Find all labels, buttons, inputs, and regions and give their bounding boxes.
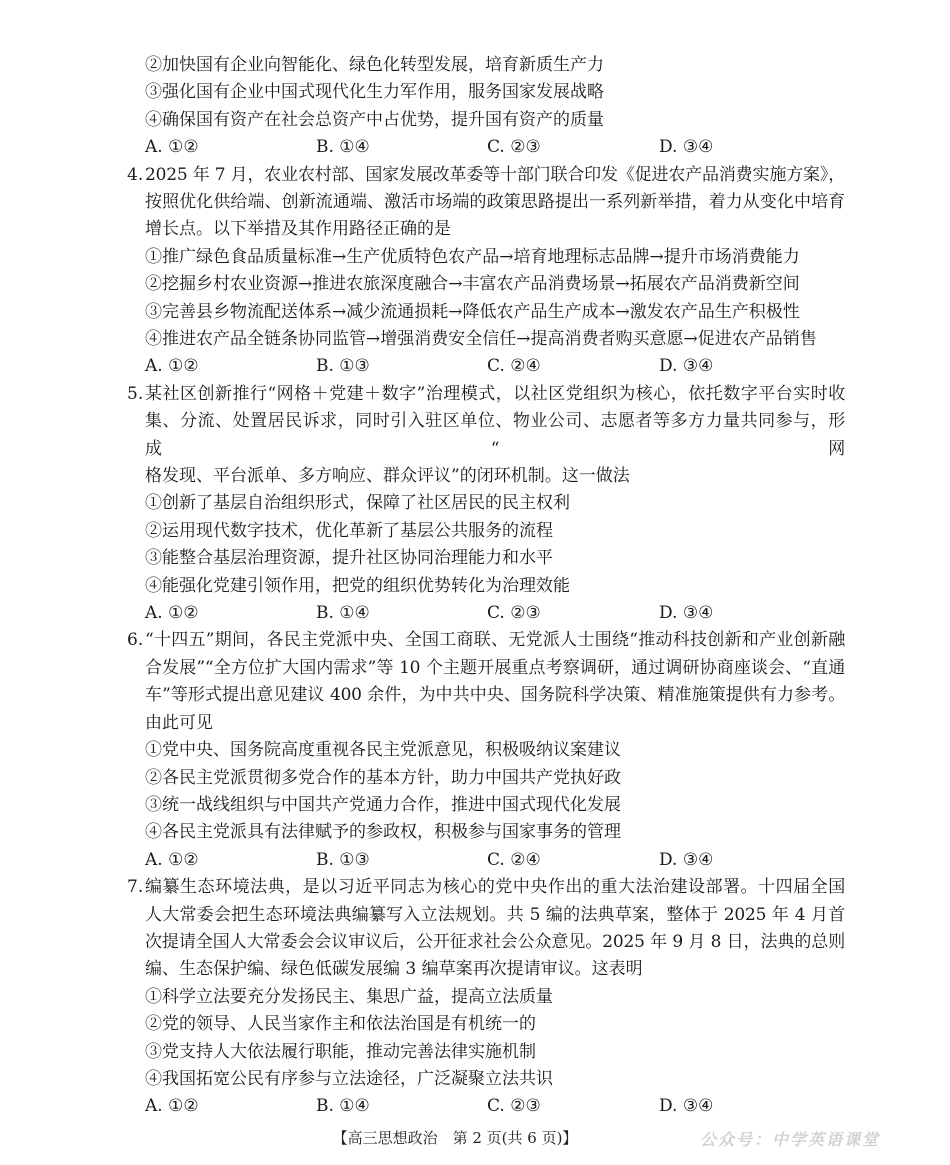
question-stem-line: 按照优化供给端、创新流通端、激活市场端的政策思路提出一系列新举措，着力从变化中培育 xyxy=(145,192,845,213)
answer-choice-a: A. ①② xyxy=(145,603,199,624)
option-line: ②挖掘乡村农业资源→推进农旅深度融合→丰富农产品消费场景→拓展农产品消费新空间 xyxy=(145,274,800,295)
question-stem-line: 编、生态保护编、绿色低碳发展编 3 编草案再次提请审议。这表明 xyxy=(145,959,643,980)
option-line: ③完善县乡物流配送体系→减少流通损耗→降低农产品生产成本→激发农产品生产积极性 xyxy=(145,301,800,322)
question-stem-line: 集、分流、处置居民诉求，同时引入驻区单位、物业公司、志愿者等多方力量共同参与，形成“网 xyxy=(145,411,845,459)
question-stem-line: 车”等形式提出意见建议 400 余件，为中共中央、国务院科学决策、精准施策提供有力参考。 xyxy=(145,685,845,706)
answer-choice-b: B. ①④ xyxy=(316,137,370,158)
option-line: ④各民主党派具有法律赋予的参政权，积极参与国家事务的管理 xyxy=(145,822,621,843)
answer-choice-d: D. ③④ xyxy=(659,1096,714,1117)
question-stem-line: 某社区创新推行“网格＋党建＋数字”治理模式，以社区党组织为核心，依托数字平台实时收 xyxy=(145,383,845,404)
answer-choices xyxy=(145,1093,845,1120)
answer-choice-c: C. ②④ xyxy=(487,356,541,377)
question-stem-line: 增长点。以下举措及其作用路径正确的是 xyxy=(145,219,451,240)
answer-choice-a: A. ①② xyxy=(145,849,199,870)
question-stem-line: 格发现、平台派单、多方响应、群众评议”的闭环机制。这一做法 xyxy=(145,466,630,487)
option-line: ①科学立法要充分发扬民主、集思广益，提高立法质量 xyxy=(145,986,553,1007)
option-line: ④我国拓宽公民有序参与立法途径，广泛凝聚立法共识 xyxy=(145,1068,553,1089)
question-stem-line: 次提请全国人大常委会会议审议后，公开征求社会公众意见。2025 年 9 月 8 日，法典的总则 xyxy=(145,931,845,952)
answer-choice-d: D. ③④ xyxy=(659,356,714,377)
option-line: ②加快国有企业向智能化、绿色化转型发展，培育新质生产力 xyxy=(145,55,604,75)
footer-text: 【高三思想政治 第 2 页(共 6 页)】 xyxy=(332,1128,578,1147)
question-6 xyxy=(127,627,845,874)
question-number: 7. xyxy=(127,877,144,898)
options-list xyxy=(145,244,845,354)
answer-choice-d: D. ③④ xyxy=(659,137,714,158)
exam-page-content xyxy=(127,0,845,1121)
answer-choices xyxy=(145,353,845,380)
option-line: ④能强化党建引领作用，把党的组织优势转化为治理效能 xyxy=(145,575,570,596)
option-line: ③能整合基层治理资源，提升社区协同治理能力和水平 xyxy=(145,548,553,569)
option-line: ①创新了基层自治组织形式，保障了社区居民的民主权利 xyxy=(145,493,570,514)
answer-choice-a: A. ①② xyxy=(145,1096,199,1117)
option-line: ②各民主党派贯彻多党合作的基本方针，助力中国共产党执好政 xyxy=(145,767,621,788)
answer-choice-a: A. ①② xyxy=(145,137,199,158)
answer-choice-b: B. ①③ xyxy=(316,356,370,377)
options-list xyxy=(145,490,845,600)
answer-choice-b: B. ①④ xyxy=(316,603,370,624)
option-line: ②党的领导、人民当家作主和依法治国是有机统一的 xyxy=(145,1014,536,1035)
options-list xyxy=(145,52,845,134)
option-line: ①推广绿色食品质量标准→生产优质特色农产品→培育地理标志品牌→提升市场消费能力 xyxy=(145,246,800,267)
answer-choice-d: D. ③④ xyxy=(659,849,714,870)
answer-choice-c: C. ②③ xyxy=(487,1096,541,1117)
options-list xyxy=(145,737,845,847)
answer-choice-b: B. ①④ xyxy=(316,1096,370,1117)
answer-choice-c: C. ②③ xyxy=(487,603,541,624)
option-line: ④推进农产品全链条协同监管→增强消费安全信任→提高消费者购买意愿→促进农产品销售 xyxy=(145,329,817,350)
option-line: ③党支持人大依法履行职能，推动完善法律实施机制 xyxy=(145,1041,536,1062)
question-stem-line: 人大常委会把生态环境法典编纂写入立法规划。共 5 编的法典草案，整体于 2025 年 4 月首 xyxy=(145,904,845,925)
option-line: ②运用现代数字技术，优化革新了基层公共服务的流程 xyxy=(145,520,553,541)
options-list xyxy=(145,984,845,1094)
watermark: 公众号：中学英语课堂 xyxy=(700,1129,881,1149)
question-number: 6. xyxy=(127,630,144,651)
question-stem-line: 编纂生态环境法典，是以习近平同志为核心的党中央作出的重大法治建设部署。十四届全国 xyxy=(145,877,845,898)
option-line: ①党中央、国务院高度重视各民主党派意见，积极吸纳议案建议 xyxy=(145,740,621,761)
answer-choices xyxy=(145,847,845,874)
footer-row xyxy=(0,1125,950,1165)
question-7 xyxy=(127,874,845,1121)
question-stem-line: 合发展”“全方位扩大国内需求”等 10 个主题开展重点考察调研，通过调研协商座谈会、“直通 xyxy=(145,657,845,678)
answer-choice-c: C. ②④ xyxy=(487,849,541,870)
question-stem-line: “十四五”期间，各民主党派中央、全国工商联、无党派人士围绕“推动科技创新和产业创新融 xyxy=(145,630,845,651)
option-line: ③强化国有企业中国式现代化生力军作用，服务国家发展战略 xyxy=(145,82,604,103)
question-stem-line: 由此可见 xyxy=(145,712,213,733)
question-number: 5. xyxy=(127,383,144,404)
answer-choices xyxy=(145,600,845,627)
option-line: ④确保国有资产在社会总资产中占优势，提升国有资产的质量 xyxy=(145,109,604,130)
answer-choice-b: B. ①③ xyxy=(316,849,370,870)
question-stem-line: 2025 年 7 月，农业农村部、国家发展改革委等十部门联合印发《促进农产品消费实施方案》， xyxy=(145,164,845,185)
option-line: ③统一战线组织与中国共产党通力合作，推进中国式现代化发展 xyxy=(145,794,621,815)
answer-choice-d: D. ③④ xyxy=(659,603,714,624)
answer-choices xyxy=(145,134,845,161)
question-5 xyxy=(127,381,845,628)
answer-choice-c: C. ②③ xyxy=(487,137,541,158)
question-number: 4. xyxy=(127,164,144,185)
question-4 xyxy=(127,162,845,381)
answer-choice-a: A. ①② xyxy=(145,356,199,377)
